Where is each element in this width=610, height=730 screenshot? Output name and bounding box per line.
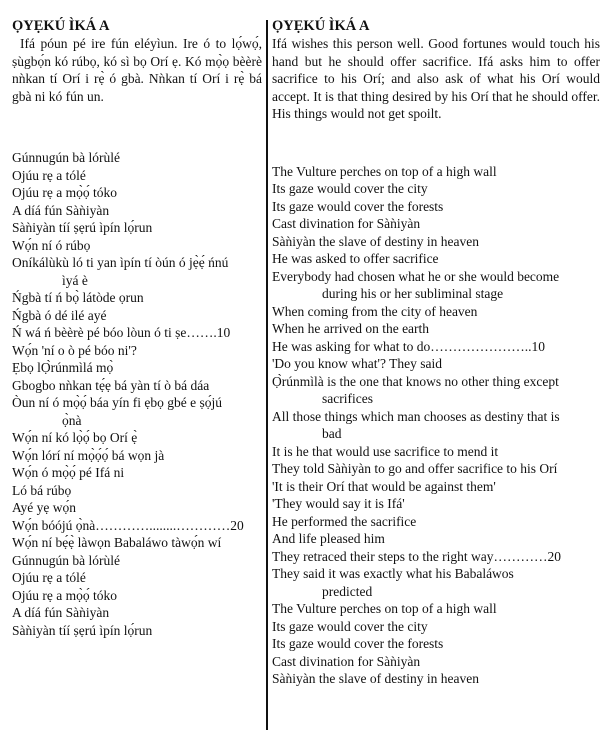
verse-line-text: 'It is their Orí that would be against them'	[272, 478, 496, 494]
verse-line	[12, 429, 262, 447]
english-intro: Ifá wishes this person well. Good fortunes would touch his hand but he should offer sacrifice. Ifá asks him to offer sacrifice to his Orí; and also ask of what his Orí would accept. It is that thing desired by his Orí that he should offer. His things would not get spoilt.	[272, 36, 600, 121]
verse-line-text: Ọ̀rúnmìlà is the one that knows no other thing except	[272, 373, 559, 389]
verse-line-continuation: predicted	[322, 583, 373, 599]
verse-line-text: Gúnnugún bà lórùlé	[12, 150, 120, 165]
verse-line	[272, 653, 600, 671]
verse-line-text: Ojúu rẹ a mọ̀ọ́ tóko	[12, 185, 117, 200]
verse-line	[12, 289, 262, 307]
verse-line-text: And life pleased him	[272, 531, 385, 546]
verse-line	[12, 569, 262, 587]
verse-line	[272, 565, 600, 600]
verse-line-text: Wọ́n ní kó lọ̀ọ́ bọ Orí ẹ̀	[12, 430, 138, 445]
verse-line	[272, 635, 600, 653]
english-title: ỌYẸKÚ ÌKÁ A	[272, 18, 370, 34]
verse-line	[12, 359, 262, 377]
column-divider	[266, 20, 268, 730]
verse-line-text: Sàǹiyàn tíí ṣẹrú ìpín lọ́run	[12, 220, 153, 235]
verse-line-text: Cast divination for Sàǹiyàn	[272, 653, 421, 669]
verse-line	[12, 517, 262, 535]
verse-line-text: Sàǹiyàn the slave of destiny in heaven	[272, 671, 479, 686]
verse-line-text: Ńgbà ó dé ilé ayé	[12, 307, 107, 323]
verse-line	[12, 219, 262, 237]
verse-line-text: A díá fún Sàǹiyàn	[12, 202, 110, 218]
verse-line-text: Wọ́n ó mọ̀ọ́ pé Ifá ni	[12, 465, 125, 480]
verse-line	[272, 548, 600, 566]
verse-line	[272, 215, 600, 233]
verse-line-continuation: bad	[322, 426, 342, 441]
verse-line	[12, 324, 262, 342]
verse-line-text: Gbogbo nǹkan tẹ́ẹ bá yàn tí ò bá dáa	[12, 377, 210, 393]
verse-line	[12, 307, 262, 325]
verse-line-text: Its gaze would cover the forests	[272, 636, 444, 651]
yoruba-title: ỌYẸKÚ ÌKÁ A	[12, 18, 110, 34]
verse-line-text: Ńgbà tí ń bọ̀ látòde ọrun	[12, 290, 144, 305]
verse-line	[272, 495, 600, 513]
verse-line	[272, 618, 600, 636]
verse-line-text: He was asked to offer sacrifice	[272, 251, 439, 266]
verse-line	[12, 604, 262, 622]
verse-line-text: He was asking for what to do…………………..10	[272, 338, 545, 354]
verse-line	[272, 163, 600, 181]
verse-line	[272, 303, 600, 321]
verse-line-text: Its gaze would cover the forests	[272, 198, 444, 214]
verse-line-text: He performed the sacrifice	[272, 513, 417, 529]
verse-line	[12, 254, 262, 289]
verse-line-text: Everybody had chosen what he or she would become	[272, 268, 560, 284]
verse-line	[12, 499, 262, 517]
verse-line	[12, 342, 262, 360]
verse-line-text: It is he that would use sacrifice to mend it	[272, 443, 499, 459]
verse-line-text: When coming from the city of heaven	[272, 303, 478, 319]
verse-line-text: Ẹbọ lỌ̀rúnmìlá mọ̀	[12, 360, 114, 375]
verse-line	[12, 394, 262, 429]
verse-line-text: They told Sàǹiyàn to go and offer sacrifice to his Orí	[272, 461, 558, 476]
verse-line-text: They retraced their steps to the right way…………20	[272, 548, 562, 564]
verse-line	[272, 530, 600, 548]
verse-line-text: Cast divination for Sàǹiyàn	[272, 216, 421, 231]
verse-line	[12, 377, 262, 395]
verse-line-text: Wọ́n lórí ní mọ̀ọ́ọ́ bá wọn jà	[12, 447, 165, 463]
verse-line-text: 'They would say it is Ifá'	[272, 496, 405, 511]
verse-line-continuation: ìyá è	[62, 272, 88, 288]
verse-line	[272, 355, 600, 373]
verse-line	[272, 198, 600, 216]
verse-line	[12, 552, 262, 570]
verse-line-text: Ojúu rẹ a tólé	[12, 570, 86, 585]
verse-line-text: The Vulture perches on top of a high wall	[272, 601, 497, 616]
verse-line-text: Wọ́n ní ó rúbọ	[12, 237, 91, 253]
verse-line-text: Òun ní ó mọ̀ọ́ báa yín fi ẹbọ gbé e ṣọ́jú	[12, 395, 222, 410]
verse-line-text: Gúnnugún bà lórùlé	[12, 552, 120, 568]
verse-line-text: All those things which man chooses as destiny that is	[272, 408, 560, 424]
english-verse	[272, 163, 600, 688]
verse-line-text: Ojúu rẹ a tólé	[12, 167, 86, 183]
verse-line	[272, 408, 600, 443]
yoruba-verse	[12, 149, 262, 639]
verse-line	[12, 482, 262, 500]
verse-line	[272, 268, 600, 303]
verse-line	[12, 622, 262, 640]
verse-line-text: Its gaze would cover the city	[272, 181, 428, 196]
verse-line	[272, 233, 600, 251]
verse-line-text: Its gaze would cover the city	[272, 618, 428, 634]
verse-line	[272, 460, 600, 478]
verse-line	[272, 180, 600, 198]
verse-line-text: Wọ́n bóójú ọ̀nà…………........…………20	[12, 517, 244, 533]
verse-line	[272, 600, 600, 618]
verse-line-continuation: ọ̀nà	[62, 412, 82, 428]
verse-line	[272, 373, 600, 408]
verse-line-text: 'Do you know what'? They said	[272, 356, 442, 371]
verse-line-continuation: sacrifices	[322, 391, 373, 406]
verse-line-text: They said it was exactly what his Babaláwos	[272, 566, 514, 581]
verse-line	[12, 534, 262, 552]
verse-line-text: Ló bá rúbọ	[12, 482, 72, 498]
verse-line	[12, 237, 262, 255]
verse-line	[12, 149, 262, 167]
verse-line	[272, 443, 600, 461]
verse-line	[272, 250, 600, 268]
verse-line	[272, 478, 600, 496]
verse-line-text: Ojúu rẹ a mọ̀ọ́ tóko	[12, 587, 117, 603]
verse-line-text: Sàǹiyàn tíí ṣẹrú ìpín lọ́run	[12, 622, 153, 638]
verse-line	[12, 447, 262, 465]
verse-line	[12, 184, 262, 202]
verse-line	[272, 670, 600, 688]
verse-line-continuation: during his or her subliminal stage	[322, 286, 504, 301]
verse-line	[12, 167, 262, 185]
verse-line-text: A díá fún Sàǹiyàn	[12, 605, 110, 620]
verse-line-text: Wọ́n 'ní o ò pé bóo ni'?	[12, 342, 137, 358]
verse-line	[272, 338, 600, 356]
verse-line-text: Ń wá ń bèèrè pé bóo lòun ó ti ṣe…….10	[12, 325, 231, 340]
verse-line	[272, 513, 600, 531]
verse-line	[12, 464, 262, 482]
verse-line-text: Wọ́n ní bẹ́ẹ̀ làwọn Babaláwo tàwọ́n wí	[12, 535, 222, 550]
verse-line	[272, 320, 600, 338]
verse-line-text: Sàǹiyàn the slave of destiny in heaven	[272, 233, 479, 249]
verse-line	[12, 587, 262, 605]
verse-line-text: Oníkálùkù ló ti yan ìpín tí òún ó jẹ̀ẹ́ ńnú	[12, 255, 229, 270]
verse-line-text: The Vulture perches on top of a high wall	[272, 163, 497, 179]
yoruba-intro: Ifá póun pé ire fún eléyìun. Ire ó to lọ́wọ́, ṣùgbọ́n kó rúbọ, kó sì bọ Orí ẹ. Kó mọ̀ọ bèèrè nǹkan tí Orí i rẹ̀ ó gbà. Nǹkan tí Orí i rẹ̀ bá gbà ni kó fún un.	[12, 36, 262, 104]
verse-line-text: When he arrived on the earth	[272, 321, 430, 336]
english-column	[272, 18, 600, 688]
yoruba-column	[12, 18, 262, 639]
verse-line-text: Ayé yẹ wọ́n	[12, 500, 76, 515]
verse-line	[12, 202, 262, 220]
